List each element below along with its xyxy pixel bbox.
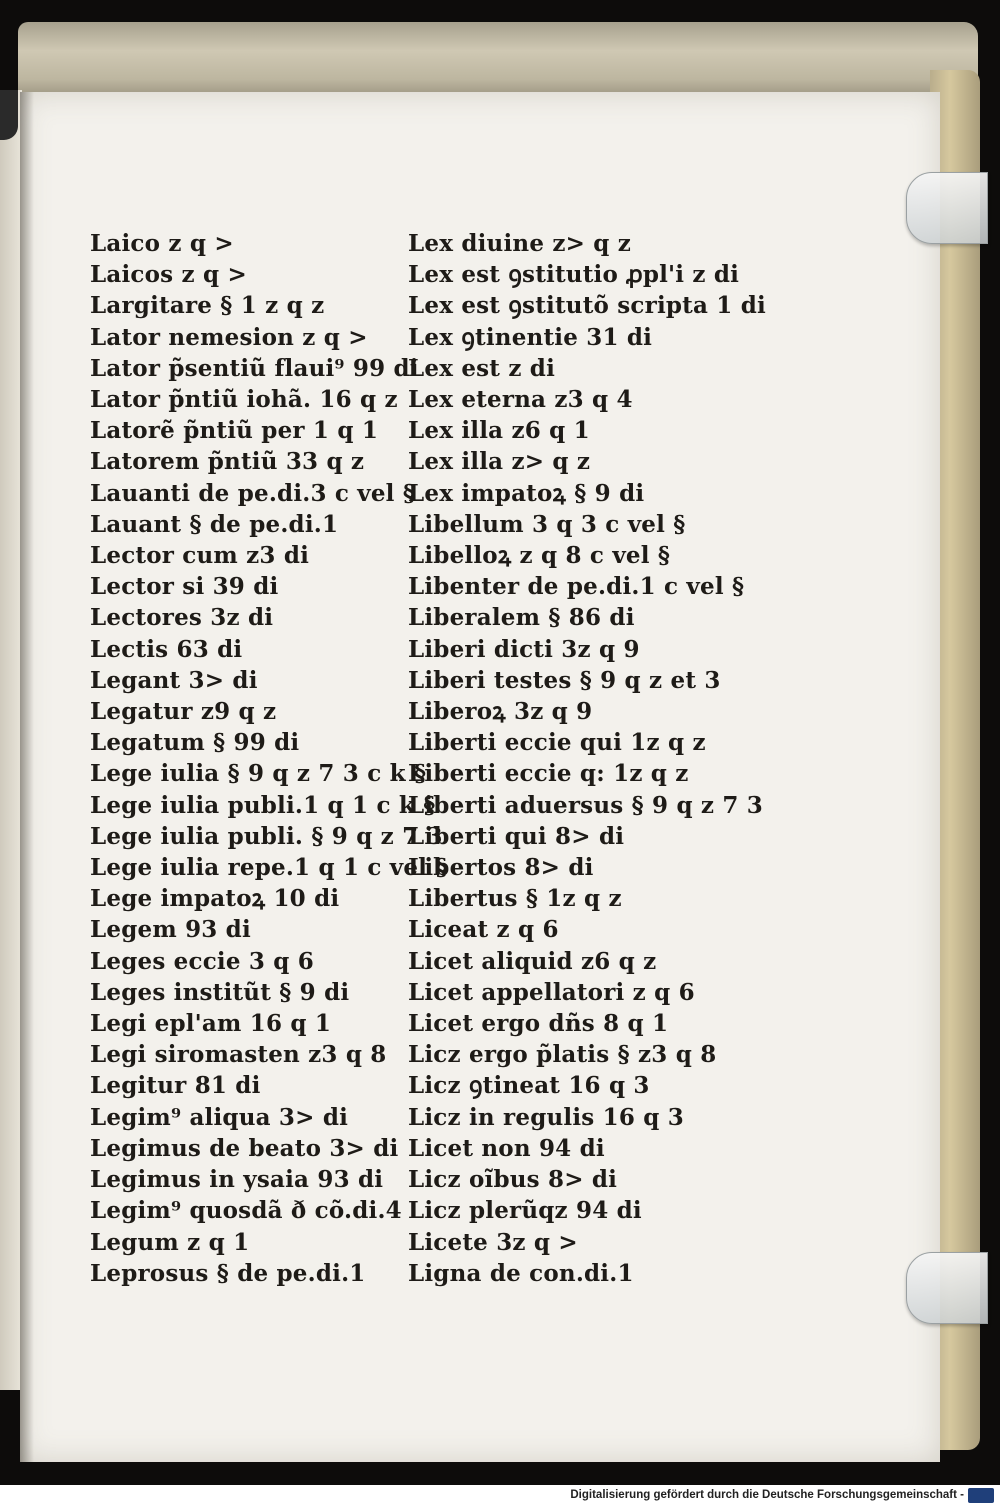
index-entry: Libertus § 1z q z (408, 885, 622, 913)
facing-page-edge (0, 90, 22, 1390)
index-entry: Lex est ꝯstitutio ꝓpl'i z di (408, 261, 740, 289)
index-entry: Licz ꝯtineat 16 q 3 (408, 1072, 650, 1100)
index-entry: Licet non 94 di (408, 1134, 605, 1162)
index-entry: Legim⁹ aliqua 3> di (90, 1103, 349, 1131)
index-entry: Liberti eccie qui 1z q z (408, 729, 706, 757)
gutter-shadow (20, 92, 34, 1462)
index-entry: Latorẽ p̃ntiũ per 1 q 1 (90, 417, 379, 445)
index-entry: Lex eterna z3 q 4 (408, 386, 633, 414)
index-entry: Lex illa z> q z (408, 448, 591, 476)
index-entry: Lector si 39 di (90, 573, 279, 601)
page-clip-bottom (906, 1252, 988, 1324)
index-entry: Libenter de pe.di.1 c vel § (408, 573, 745, 601)
index-entry: Lauant § de pe.di.1 (90, 510, 339, 538)
index-entry: Lex illa z6 q 1 (408, 417, 590, 445)
page-clip-top (906, 172, 988, 244)
footer-bar (0, 1485, 1000, 1507)
index-entry: Lector cum z3 di (90, 542, 310, 570)
index-entry: Laico z q > (90, 230, 234, 257)
index-entry: Legitur 81 di (90, 1072, 261, 1100)
index-entry: Liberi testes § 9 q z et 3 (408, 666, 721, 694)
index-entry: Lectis 63 di (90, 635, 243, 663)
index-entry: Lectores 3z di (90, 604, 274, 632)
index-entry: Legimus in ysaia 93 di (90, 1166, 384, 1194)
index-entry: Licet aliquid z6 q z (408, 947, 657, 975)
index-entry: Licet appellatori z q 6 (408, 978, 695, 1006)
index-entry: Lauanti de pe.di.3 c vel § (90, 479, 416, 507)
index-entry: Lator p̃sentiũ flaui⁹ 99 di (90, 354, 419, 382)
index-entry: Lege iulia § 9 q z 7 3 c k § (90, 760, 427, 788)
funding-credit: Digitalisierung gefördert durch die Deutsche Forschungsgemeinschaft - (570, 1489, 964, 1501)
index-entry: Laicos z q > (90, 261, 247, 289)
index-column-right (408, 228, 766, 1289)
index-entry: Legi epl'am 16 q 1 (90, 1010, 332, 1038)
index-entry: Lex impatoꝝ § 9 di (408, 479, 645, 507)
index-entry: Licete 3z q > (408, 1228, 578, 1256)
index-entry: Lege iulia repe.1 q 1 c vel § (90, 854, 448, 882)
index-entry: Liberti qui 8> di (408, 822, 625, 850)
index-entry: Licz in regulis 16 q 3 (408, 1103, 684, 1131)
index-entry: Leges institũt § 9 di (90, 978, 350, 1006)
index-entry: Leprosus § de pe.di.1 (90, 1259, 366, 1287)
index-entry: Liberalem § 86 di (408, 604, 635, 632)
index-entry: Legum z q 1 (90, 1228, 250, 1256)
index-entry: Liberti aduersus § 9 q z 7 3 (408, 791, 764, 819)
index-entry: Lex diuine z> q z (408, 230, 632, 257)
index-entry: Lex est ꝯstitutõ scripta 1 di (408, 292, 766, 320)
index-entry: Licz ergo p̃latis § z3 q 8 (408, 1041, 717, 1069)
index-entry: Liberi dicti 3z q 9 (408, 635, 640, 663)
index-entry: Legant 3> di (90, 666, 258, 694)
index-entry: Lex ꝯtinentie 31 di (408, 323, 653, 351)
index-entry: Largitare § 1 z q z (90, 292, 325, 320)
index-entry: Legem 93 di (90, 916, 251, 944)
index-entry: Licz oĩbus 8> di (408, 1166, 618, 1194)
index-entry: Lex est z di (408, 354, 556, 382)
index-entry: Ligna de con.di.1 (408, 1259, 634, 1287)
index-entry: Latorem p̃ntiũ 33 q z (90, 448, 365, 476)
index-entry: Lege iulia publi. § 9 q z 7 3 (90, 822, 443, 850)
index-entry: Libellum 3 q 3 c vel § (408, 510, 686, 538)
index-entry: Lege iulia publi.1 q 1 c k § (90, 791, 436, 819)
index-entry: Lator p̃ntiũ iohã. 16 q z (90, 386, 398, 414)
index-entry: Lator nemesion z q > (90, 323, 368, 351)
index-entry: Liceat z q 6 (408, 916, 559, 944)
index-entry: Licz plerũqz 94 di (408, 1197, 642, 1225)
dfg-logo (968, 1488, 994, 1503)
index-entry: Liberti eccie q: 1z q z (408, 760, 689, 788)
index-entry: Licet ergo dñs 8 q 1 (408, 1010, 669, 1038)
index-entry: Lege impatoꝝ 10 di (90, 885, 340, 913)
index-entry: Legatum § 99 di (90, 729, 300, 757)
index-entry: Legimus de beato 3> di (90, 1134, 399, 1162)
index-entry: Libelloꝝ z q 8 c vel § (408, 542, 671, 570)
index-entry: Liberoꝝ 3z q 9 (408, 698, 593, 726)
index-entry: Libertos 8> di (408, 854, 594, 882)
index-column-left (90, 228, 448, 1289)
index-entry: Legi siromasten z3 q 8 (90, 1041, 387, 1069)
index-entry: Legim⁹ quosdã ð cõ.di.4 (90, 1197, 402, 1225)
index-entry: Legatur z9 q z (90, 698, 277, 726)
facing-page-curl (0, 90, 18, 140)
index-entry: Leges eccie 3 q 6 (90, 947, 315, 975)
